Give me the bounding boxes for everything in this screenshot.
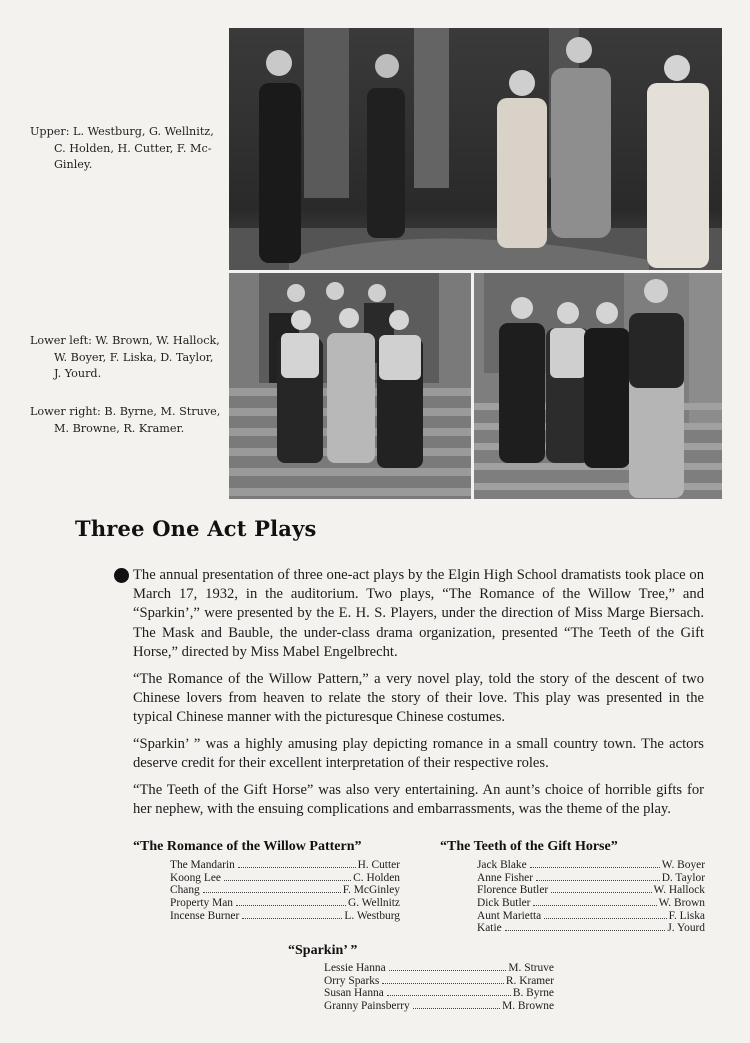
cast-row [170,910,400,923]
cast-role: Dick Butler [477,897,531,910]
cast-role: Granny Painsberry [324,1000,410,1013]
caption-line: Upper: L. Westburg, G. Wellnitz, [30,125,214,138]
upper-stage-photo [229,28,722,270]
cast-row [324,1000,554,1013]
cast-actor: J. Yourd [667,922,705,935]
cast-role: Incense Burner [170,909,240,922]
caption-lower-right [30,404,228,437]
cast-actor: C. Holden [353,871,400,884]
cast-row [170,897,400,910]
cast-role: Aunt Marietta [477,909,542,922]
paragraph: “The Teeth of the Gift Horse” was also very entertaining. An aunt’s choice of horrible gifts for her nephew, with the ensuing complications and embarrassments, was the theme of the play. [133,781,704,817]
caption-line: Lower right: B. Byrne, M. Struve, [30,405,221,418]
cast-role: Florence Butler [477,884,549,897]
caption-line: M. Browne, R. Kramer. [54,421,185,435]
paragraph: “Sparkin’ ” was a highly amusing play depicting romance in a small country town. The actors deserve credit for their excellent interpretation of their respective roles. [133,735,704,771]
cast-actor: L. Westburg [344,909,400,922]
cast-actor: G. Wellnitz [347,897,400,910]
cast-row [324,975,554,988]
caption-upper [30,124,228,174]
lower-right-group-photo [474,273,722,499]
cast-row [477,910,705,923]
lower-left-group-photo [229,273,471,499]
cast-actor: M. Browne [502,1000,554,1013]
cast-role: Susan Hanna [324,987,384,1000]
cast-role: Anne Fisher [477,871,533,884]
caption-lower-left [30,333,228,383]
paragraph: “The Romance of the Willow Pattern,” a very novel play, told the story of the descent of two Chinese lovers from heaven to relate the story of their love. This play was presented in the typical Chinese manner with the picturesque Chinese costumes. [133,670,704,725]
cast-actor: M. Struve [508,962,554,974]
cast-role: Koong Lee [170,871,221,884]
caption-line: W. Boyer, F. Liska, D. Taylor, [54,350,214,364]
cast-role: Property Man [170,897,233,910]
cast-role: The Mandarin [170,859,235,871]
cast-row [170,884,400,897]
cast-row [477,897,705,910]
bullet-dot-icon [114,568,129,583]
article-body [133,566,704,826]
cast-role: Chang [170,884,200,897]
cast-title-willow: “The Romance of the Willow Pattern” [133,839,362,854]
cast-actor: D. Taylor [661,871,705,884]
cast-row [477,884,705,897]
cast-actor: F. McGinley [342,884,400,897]
page-title: Three One Act Plays [75,516,317,541]
cast-row [324,962,554,975]
cast-role: Jack Blake [477,859,527,871]
cast-actor: W. Boyer [661,859,705,871]
cast-row [477,859,705,872]
cast-row [324,987,554,1000]
cast-actor: F. Liska [668,909,705,922]
paragraph: The annual presentation of three one-act plays by the Elgin High School dramatists took place on March 17, 1932, in the auditorium. Two plays, “The Romance of the Willow Tree,” and “Sparkin’,” were presented by the E. H. S. Players, under the direction of Miss Marge Biersach. The Mask and Bauble, the under-class drama organization, presented “The Teeth of the Gift Horse,” directed by Miss Mabel Engelbrecht. [133,567,704,660]
caption-line: Ginley. [54,158,93,171]
cast-actor: B. Byrne [512,987,554,1000]
cast-row [477,872,705,885]
cast-role: Katie [477,922,502,935]
cast-list-willow [170,859,400,922]
cast-actor: R. Kramer [505,974,554,987]
cast-actor: H. Cutter [357,859,400,871]
cast-row [170,872,400,885]
caption-line: C. Holden, H. Cutter, F. Mc- [54,141,212,155]
cast-row [170,859,400,872]
cast-list-sparkin [324,962,554,1013]
caption-line: Lower left: W. Brown, W. Hallock, [30,334,220,347]
cast-title-sparkin: “Sparkin’ ” [288,943,358,958]
cast-list-gift-horse [477,859,705,935]
cast-role: Orry Sparks [324,974,380,987]
cast-title-gift-horse: “The Teeth of the Gift Horse” [440,839,618,854]
cast-actor: W. Hallock [653,884,705,897]
cast-actor: W. Brown [658,897,705,910]
cast-role: Lessie Hanna [324,962,386,974]
cast-row [477,922,705,935]
caption-line: J. Yourd. [54,367,102,380]
